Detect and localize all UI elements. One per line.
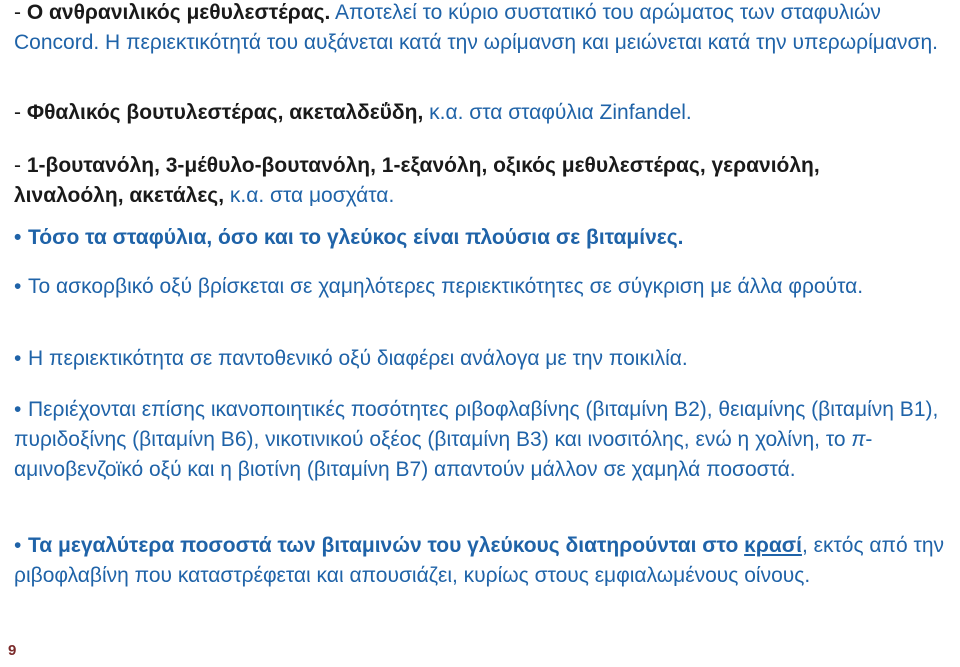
bullet-vitamins-rich xyxy=(14,223,949,253)
bullet-text-rest: , εκτός από την ριβοφλαβίνη που καταστρέφεται και απουσιάζει, κυρίως στους εμφιαλωμένους οίνους. xyxy=(14,534,945,587)
paragraph-phthalate xyxy=(14,98,949,128)
bullet-icon: • xyxy=(14,226,22,249)
bullet-text-rest: -αμινοβενζοϊκό οξύ και η βιοτίνη (βιταμίνη Β7) απαντούν μάλλον σε χαμηλά ποσοστά. xyxy=(14,428,873,481)
bullet-text: Η περιεκτικότητα σε παντοθενικό οξύ διαφέρει ανάλογα με την ποικιλία. xyxy=(28,347,688,370)
bold-term: 1-βουτανόλη, 3-μέθυλο-βουτανόλη, 1-εξανόλη, οξικός μεθυλεστέρας, γερανιόλη, λιναλοόλη, ακετάλες, xyxy=(14,154,820,207)
bullet-bold-underlined: κρασί xyxy=(744,534,802,557)
paragraph-butanol xyxy=(14,151,914,211)
bullet-ascorbic xyxy=(14,272,949,302)
bullet-icon: • xyxy=(14,347,22,370)
dash: - xyxy=(14,1,27,24)
bullet-pantothenic xyxy=(14,344,949,374)
dash: - xyxy=(14,154,27,177)
bullet-wine-retention xyxy=(14,531,949,591)
bullet-b-vitamins xyxy=(14,395,949,485)
paragraph-anthranilate xyxy=(14,0,949,58)
description: κ.α. στα σταφύλια Zinfandel. xyxy=(423,101,692,124)
bullet-icon: • xyxy=(14,275,22,298)
bullet-bold-text: Τα μεγαλύτερα ποσοστά των βιταμινών του γλεύκους διατηρούνται στο xyxy=(28,534,745,557)
description: Αποτελεί το κύριο συστατικό του αρώματος των σταφυλιών Concord. Η περιεκτικότητά του αυξάνεται κατά την ωρίμανση και μειώνεται κατά την υπερωρίμανση. xyxy=(14,1,938,54)
page-number: 9 xyxy=(8,642,17,659)
italic-pi: π xyxy=(851,428,866,451)
description: κ.α. στα μοσχάτα. xyxy=(224,184,395,207)
bullet-icon: • xyxy=(14,534,22,557)
bold-term: Ο ανθρανιλικός μεθυλεστέρας. xyxy=(26,1,331,24)
bullet-text: Περιέχονται επίσης ικανοποιητικές ποσότητες ριβοφλαβίνης (βιταμίνη Β2), θειαμίνης (βιταμίνη Β1), πυριδοξίνης (βιταμίνη Β6), νικοτινικού οξέος (βιταμίνη Β3) και ινοσιτόλης, ενώ η χολίνη, το xyxy=(14,398,939,451)
bold-term: Φθαλικός βουτυλεστέρας, ακεταλδεΰδη, xyxy=(26,101,424,124)
dash: - xyxy=(14,101,27,124)
bullet-icon: • xyxy=(14,398,22,421)
bullet-text: Το ασκορβικό οξύ βρίσκεται σε χαμηλότερες περιεκτικότητες σε σύγκριση με άλλα φρούτα. xyxy=(28,275,864,298)
bullet-text: Τόσο τα σταφύλια, όσο και το γλεύκος είναι πλούσια σε βιταμίνες. xyxy=(28,226,684,249)
